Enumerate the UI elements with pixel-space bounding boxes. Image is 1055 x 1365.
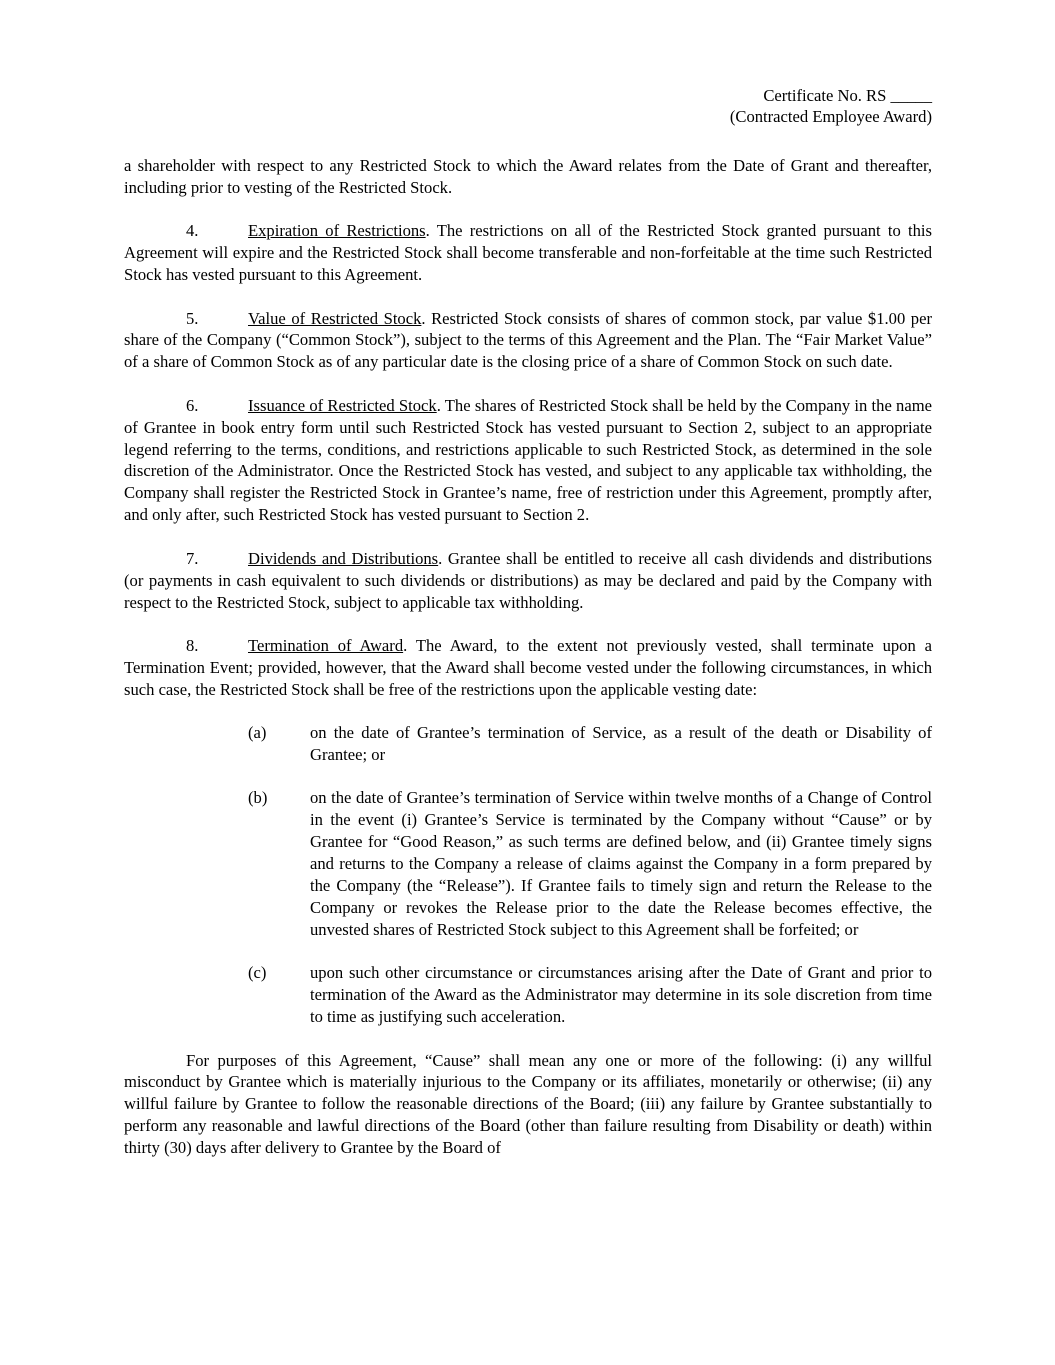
section-text: . The Award, to the extent not previously vested, shall terminate upon a Termination Event; provided, however, that the Award shall become vested under the following circumstances, in which such case, the Restricted Stock shall be free of the restrictions upon the applicable vesting date: xyxy=(124,635,932,699)
subitem-text: on the date of Grantee’s termination of Service within twelve months of a Change of Control in the event (i) Grantee’s Service is terminated by the Company without “Cause” or by Grantee for “Good Reason,” as such terms are defined below, and (ii) Grantee timely signs and returns to the Company a release of claims against the Company in a form prepared by the Company (the “Release”). If Grantee fails to timely sign and return the Release to the Company or revokes the Release prior to the date the Release becomes effective, the unvested shares of Restricted Stock subject to this Agreement shall be forfeited; or xyxy=(310,788,932,939)
intro-paragraph: a shareholder with respect to any Restricted Stock to which the Award relates from the Date of Grant and thereafter, including prior to vesting of the Restricted Stock. xyxy=(124,156,932,197)
subitem-b xyxy=(248,787,932,940)
section-number: 4. xyxy=(186,221,199,241)
subitem-label: (b) xyxy=(248,788,268,808)
section-number: 6. xyxy=(186,395,199,415)
subitem-label: (a) xyxy=(248,723,267,743)
section-5 xyxy=(124,308,932,374)
section-number: 5. xyxy=(186,308,199,328)
section-title: Value of Restricted Stock xyxy=(248,308,422,328)
section-number: 7. xyxy=(186,548,199,568)
cause-definition-paragraph: For purposes of this Agreement, “Cause” shall mean any one or more of the following: (i) any willful misconduct by Grantee which is materially injurious to the Company or its affiliates, monetarily or otherwise; (ii) any willful failure by Grantee to follow the reasonable directions of the Board; (iii) any failure by Grantee substantially to perform any reasonable and lawful directions of the Board (other than failure resulting from Disability or death) within thirty (30) days after delivery to Grantee by the Board of xyxy=(124,1050,932,1158)
section-4 xyxy=(124,220,932,286)
section-title: Termination of Award xyxy=(248,635,404,655)
subitem-c xyxy=(248,962,932,1028)
section-text: . Restricted Stock consists of shares of common stock, par value $1.00 per share of the Company (“Common Stock”), subject to the terms of this Agreement and the Plan. The “Fair Market Value” of a share of Common Stock as of any particular date is the closing price of a share of Common Stock on such date. xyxy=(124,308,932,372)
page-header xyxy=(124,86,932,127)
section-text: . The restrictions on all of the Restricted Stock granted pursuant to this Agreement will expire and the Restricted Stock shall become transferable and non-forfeitable at the time such Restricted Stock has vested pursuant to this Agreement. xyxy=(124,221,932,285)
subitem-a xyxy=(248,722,932,766)
subitem-text: on the date of Grantee’s termination of Service, as a result of the death or Disability of Grantee; or xyxy=(310,723,932,765)
section-number: 8. xyxy=(186,635,199,655)
section-title: Expiration of Restrictions xyxy=(248,221,426,241)
section-title: Issuance of Restricted Stock xyxy=(248,395,437,415)
section-title: Dividends and Distributions xyxy=(248,548,439,568)
section-text: . Grantee shall be entitled to receive all cash dividends and distributions (or payments in cash equivalent to such dividends or distributions) as may be declared and paid by the Company with respect to the Restricted Stock, subject to applicable tax withholding. xyxy=(124,548,932,612)
section-text: . The shares of Restricted Stock shall be held by the Company in the name of Grantee in book entry form until such Restricted Stock has vested pursuant to Section 2, subject to an appropriate legend referring to the terms, conditions, and restrictions applicable to such Restricted Stock, as determined in the sole discretion of the Administrator. Once the Restricted Stock has vested, and subject to any applicable tax withholding, the Company shall register the Restricted Stock in Grantee’s name, free of restriction under this Agreement, promptly after, and only after, such Restricted Stock has vested pursuant to Section 2. xyxy=(124,395,932,525)
certificate-number: Certificate No. RS _____ xyxy=(763,86,932,105)
document-page xyxy=(124,86,932,1181)
subitem-text: upon such other circumstance or circumstances arising after the Date of Grant and prior to termination of the Award as the Administrator may determine in its sole discretion from time to time as justifying such acceleration. xyxy=(310,963,932,1027)
section-8 xyxy=(124,635,932,701)
subitem-label: (c) xyxy=(248,963,267,983)
section-7 xyxy=(124,548,932,614)
award-type: (Contracted Employee Award) xyxy=(729,106,932,126)
section-6 xyxy=(124,395,932,526)
